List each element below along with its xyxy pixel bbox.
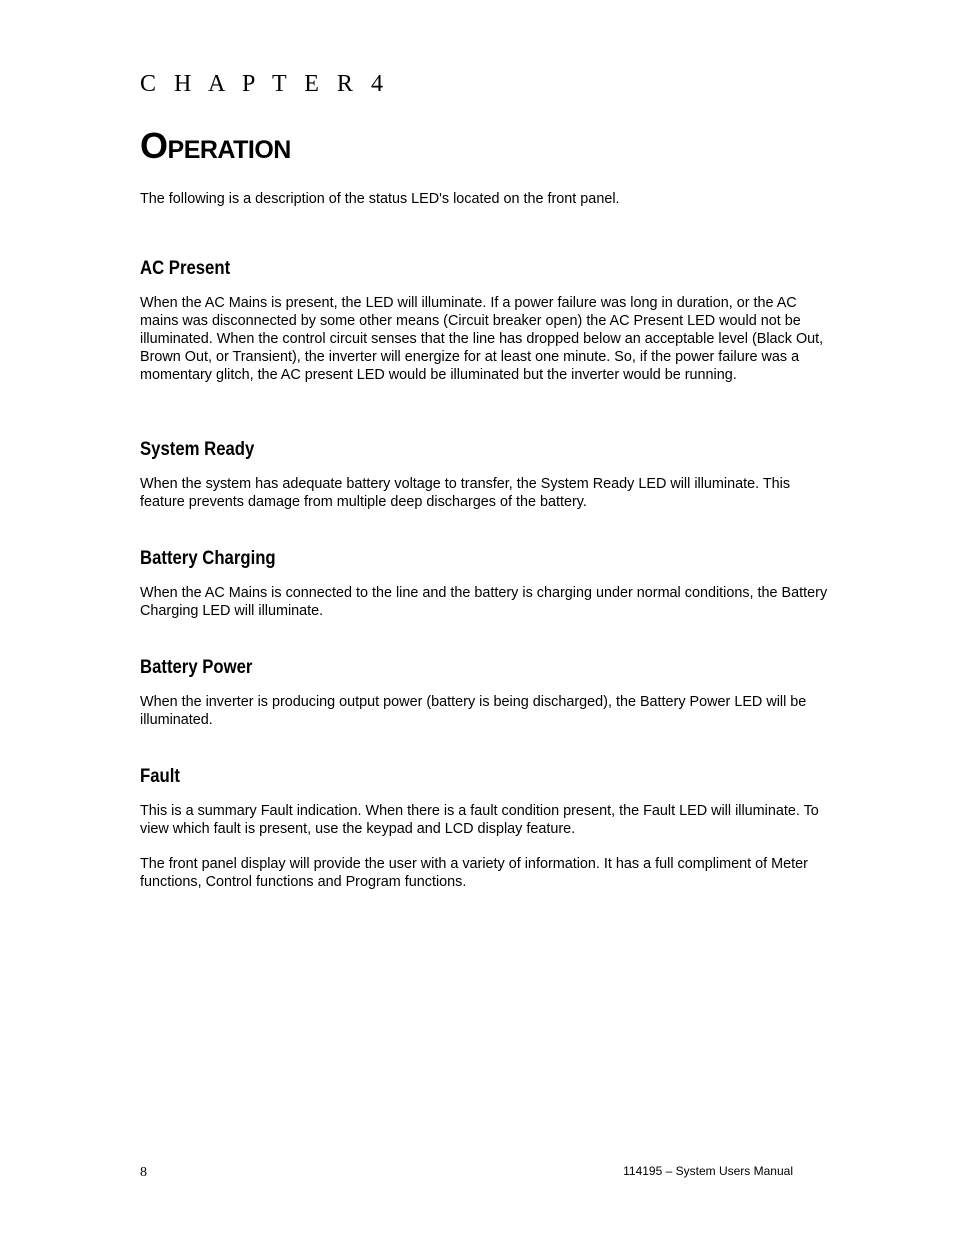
section-ac-present: [140, 256, 830, 385]
document-title: 114195 – System Users Manual: [623, 1164, 793, 1178]
section-heading: AC Present: [140, 258, 231, 279]
title-first-letter: O: [140, 125, 168, 166]
title-rest: PERATION: [167, 136, 291, 164]
chapter-label: C H A P T E R 4: [140, 71, 389, 97]
section-battery-power: [140, 655, 830, 730]
section-paragraph: This is a summary Fault indication. When there is a fault condition present, the Fault LED will illuminate. To view which fault is present, use the keypad and LCD display feature.: [140, 803, 819, 837]
section-paragraph: The front panel display will provide the user with a variety of information. It has a full compliment of Meter functions, Control functions and Program functions.: [140, 855, 808, 890]
section-system-ready: [140, 437, 830, 512]
section-battery-charging: [140, 546, 830, 621]
section-heading: Fault: [140, 766, 180, 787]
page-title: [140, 124, 291, 172]
section-paragraph: When the AC Mains is present, the LED will illuminate. If a power failure was long in duration, or the AC mains was disconnected by some other means (Circuit breaker open) the AC Present LED would not be illuminated. When the control circuit senses that the line has dropped below an acceptable level (Black Out, Brown Out, or Transient), the inverter will energize for at least one minute. So, if the power failure was a momentary glitch, the AC present LED would be illuminated but the inverter would be running.: [140, 295, 824, 383]
section-paragraph: When the system has adequate battery voltage to transfer, the System Ready LED will illuminate. This feature prevents damage from multiple deep discharges of the battery.: [140, 476, 791, 510]
section-heading: Battery Charging: [140, 548, 276, 569]
section-paragraph: When the AC Mains is connected to the line and the battery is charging under normal conditions, the Battery Charging LED will illuminate.: [140, 585, 828, 619]
page-number: 8: [140, 1165, 147, 1180]
section-paragraph: When the inverter is producing output power (battery is being discharged), the Battery Power LED will be illuminated.: [140, 694, 807, 728]
section-heading: System Ready: [140, 439, 255, 460]
intro-paragraph: The following is a description of the status LED's located on the front panel.: [140, 191, 620, 207]
section-heading: Battery Power: [140, 657, 253, 678]
section-fault: [140, 764, 830, 892]
